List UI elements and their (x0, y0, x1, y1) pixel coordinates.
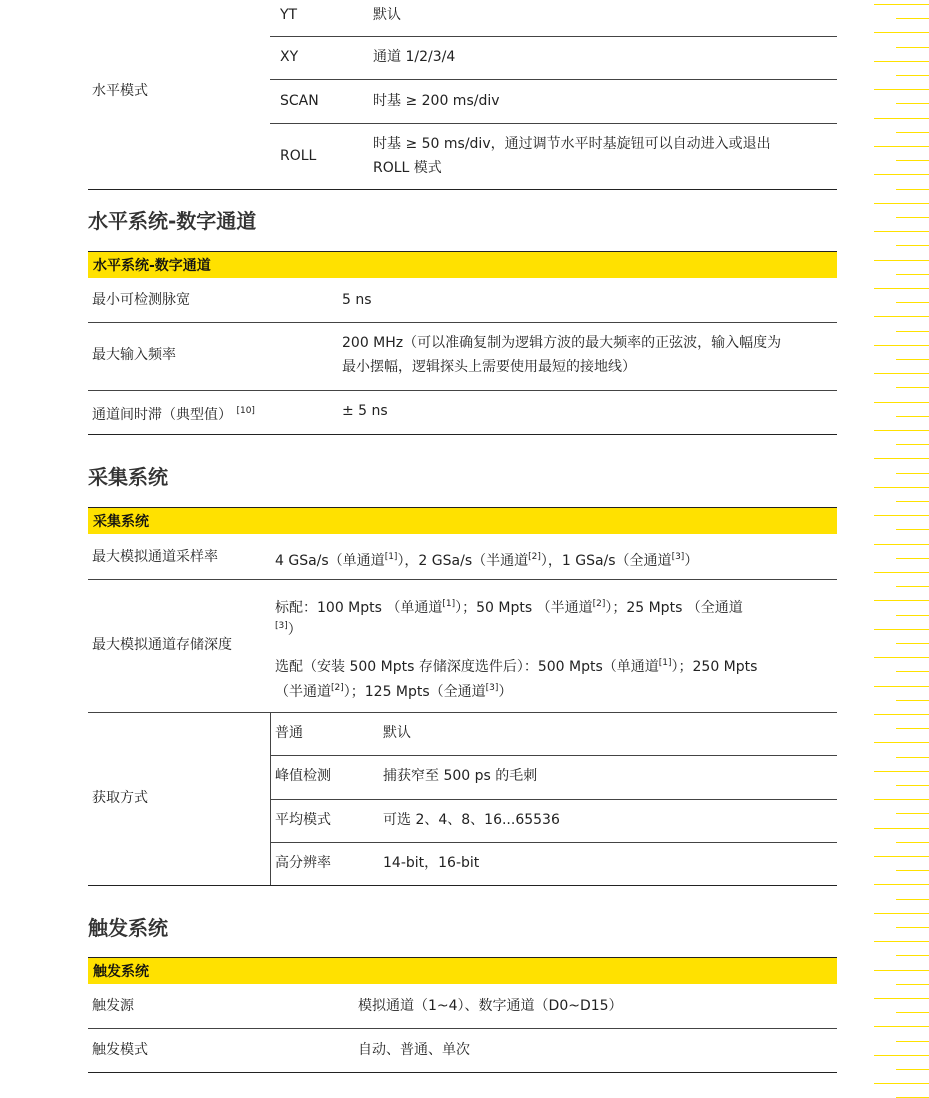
ruler-tick (874, 828, 929, 829)
table-bottom-rule (88, 885, 837, 886)
ruler-tick (874, 231, 929, 232)
ruler-tick (874, 572, 929, 573)
ruler-tick (896, 160, 929, 161)
mode-xy-desc: 通道 1/2/3/4 (373, 49, 456, 65)
mode-roll: ROLL (280, 148, 317, 164)
acq-mode-average: 平均模式 (275, 812, 331, 828)
divider (270, 123, 837, 124)
ruler-tick (896, 785, 929, 786)
memory-std-text: ）；25 Mpts （全通道 (605, 600, 743, 616)
memory-opt-text: ）；250 Mpts (671, 659, 758, 675)
sample-rate-text: ） (684, 553, 699, 569)
ruler-tick (874, 1055, 929, 1056)
max-input-freq-value-line2: 最小摆幅，逻辑探头上需要使用最短的接地线） (342, 359, 636, 375)
ruler-tick (874, 373, 929, 374)
mode-yt-desc: 默认 (373, 7, 401, 23)
ruler-tick (874, 544, 929, 545)
ruler-tick (874, 714, 929, 715)
ruler-tick (874, 884, 929, 885)
trigger-source-value: 模拟通道（1~4）、数字通道（D0~D15） (358, 998, 623, 1014)
section-heading-digital: 水平系统-数字通道 (88, 209, 257, 233)
ruler-tick (896, 302, 929, 303)
table-bottom-rule (88, 434, 837, 435)
footnote-ref: [3] (275, 621, 288, 631)
footnote-ref: [2] (592, 599, 606, 609)
ruler-tick (896, 132, 929, 133)
footnote-ref: [3] (671, 552, 685, 562)
footnote-ref: [1] (442, 599, 456, 609)
ruler-tick (874, 657, 929, 658)
ruler-tick (874, 771, 929, 772)
ruler-tick (896, 813, 929, 814)
ruler-tick (896, 331, 929, 332)
sample-rate-text: 4 GSa/s（单通道 (275, 553, 385, 569)
footnote-ref: [2] (528, 552, 541, 562)
ruler-tick (896, 955, 929, 956)
max-input-freq-value-line1: 200 MHz（可以准确复制为逻辑方波的最大频率的正弦波，输入幅度为 (342, 335, 782, 351)
mode-xy: XY (280, 49, 299, 65)
memory-opt-text: ）；125 Mpts（全通道 (343, 684, 486, 700)
ruler-tick (896, 728, 929, 729)
sample-rate-label: 最大模拟通道采样率 (92, 549, 218, 565)
acq-mode-normal-desc: 默认 (383, 725, 411, 741)
ruler-tick (874, 487, 929, 488)
divider (270, 79, 837, 80)
ruler-tick (896, 757, 929, 758)
ruler-tick (896, 47, 929, 48)
ruler-tick (896, 586, 929, 587)
ruler-tick (896, 643, 929, 644)
footnote-ref: [1] (658, 658, 672, 668)
ruler-tick (874, 686, 929, 687)
table-header-label: 水平系统-数字通道 (93, 258, 211, 274)
ruler-tick (874, 203, 929, 204)
ruler-tick (874, 316, 929, 317)
divider (88, 579, 837, 580)
ruler-tick (874, 458, 929, 459)
ruler-tick (896, 359, 929, 360)
mode-roll-desc-line2: ROLL 模式 (373, 160, 442, 176)
memory-std-text: 标配：100 Mpts （单通道 (275, 600, 443, 616)
mode-scan: SCAN (280, 93, 319, 109)
table-header-bar-trigger (88, 957, 837, 984)
table-bottom-rule (88, 1072, 837, 1073)
ruler-tick (874, 118, 929, 119)
memory-opt-text: 选配（安装 500 Mpts 存储深度选件后）：500 Mpts（单通道 (275, 659, 659, 675)
ruler-tick (896, 529, 929, 530)
acq-mode-label: 获取方式 (92, 790, 148, 806)
mode-yt: YT (280, 7, 298, 23)
ruler-tick (874, 1083, 929, 1084)
ruler-tick (896, 1069, 929, 1070)
memory-std-text: ）；50 Mpts （半通道 (455, 600, 593, 616)
decorative-ruler (870, 0, 929, 1093)
memory-opt-line1 (275, 651, 757, 679)
mode-scan-desc: 时基 ≥ 200 ms/div (373, 93, 500, 109)
ruler-tick (874, 799, 929, 800)
table-header-bar-acquisition (88, 507, 837, 534)
acq-mode-peak-desc: 捕获窄至 500 ps 的毛刺 (383, 768, 538, 784)
ruler-tick (896, 615, 929, 616)
ruler-tick (874, 515, 929, 516)
ruler-tick (874, 32, 929, 33)
ruler-tick (896, 189, 929, 190)
ruler-tick (896, 18, 929, 19)
max-input-freq-label: 最大输入频率 (92, 347, 176, 363)
acq-mode-hires-desc: 14-bit，16-bit (383, 855, 480, 871)
memory-depth-label: 最大模拟通道存储深度 (92, 637, 232, 653)
divider (88, 322, 837, 323)
divider (270, 842, 837, 843)
memory-std-text: ） (287, 622, 302, 638)
divider (270, 36, 837, 37)
ruler-tick (874, 856, 929, 857)
horizontal-mode-label: 水平模式 (92, 83, 148, 99)
section-heading-acquisition: 采集系统 (88, 465, 168, 489)
sample-rate-value (275, 545, 698, 573)
ruler-tick (874, 288, 929, 289)
table-header-label: 采集系统 (93, 514, 149, 530)
ruler-tick (874, 345, 929, 346)
ruler-tick (896, 899, 929, 900)
ruler-tick (896, 75, 929, 76)
ruler-tick (874, 913, 929, 914)
table-header-bar-digital (88, 251, 837, 278)
ruler-tick (874, 174, 929, 175)
memory-opt-text: （半通道 (275, 684, 331, 700)
ruler-tick (896, 501, 929, 502)
ruler-tick (896, 984, 929, 985)
table-header-label: 触发系统 (93, 964, 149, 980)
ruler-tick (874, 1026, 929, 1027)
divider (270, 755, 837, 756)
ruler-tick (874, 600, 929, 601)
ruler-tick (874, 629, 929, 630)
channel-skew-text: 通道间时滞（典型值） (92, 407, 232, 423)
ruler-tick (874, 4, 929, 5)
ruler-tick (896, 671, 929, 672)
memory-std-line1 (275, 592, 743, 620)
section-heading-trigger: 触发系统 (88, 916, 168, 940)
footnote-ref: [2] (331, 683, 344, 693)
ruler-tick (896, 927, 929, 928)
ruler-tick (874, 89, 929, 90)
acq-mode-peak: 峰值检测 (275, 768, 331, 784)
ruler-tick (896, 444, 929, 445)
min-pulse-value: 5 ns (342, 292, 372, 308)
ruler-tick (874, 260, 929, 261)
ruler-tick (874, 742, 929, 743)
acq-mode-hires: 高分辨率 (275, 855, 331, 871)
trigger-mode-label: 触发模式 (92, 1042, 148, 1058)
memory-opt-line2 (275, 676, 512, 704)
trigger-source-label: 触发源 (92, 998, 134, 1014)
sample-rate-text: ），1 GSa/s（全通道 (540, 553, 672, 569)
divider (88, 712, 837, 713)
ruler-tick (896, 842, 929, 843)
ruler-tick (896, 387, 929, 388)
acq-mode-normal: 普通 (275, 725, 303, 741)
trigger-mode-value: 自动、普通、单次 (358, 1042, 470, 1058)
memory-std-line2 (275, 614, 302, 642)
ruler-tick (896, 274, 929, 275)
table-bottom-rule (88, 189, 837, 190)
memory-opt-text: ） (498, 684, 513, 700)
ruler-tick (896, 700, 929, 701)
channel-skew-label (92, 399, 255, 427)
ruler-tick (896, 416, 929, 417)
ruler-tick (874, 61, 929, 62)
acq-mode-average-desc: 可选 2、4、8、16...65536 (383, 812, 560, 828)
footnote-ref: [1] (384, 552, 398, 562)
divider (88, 390, 837, 391)
ruler-tick (874, 430, 929, 431)
ruler-tick (896, 558, 929, 559)
sample-rate-text: ），2 GSa/s（半通道 (397, 553, 529, 569)
ruler-tick (896, 245, 929, 246)
ruler-tick (874, 970, 929, 971)
min-pulse-label: 最小可检测脉宽 (92, 292, 190, 308)
footnote-ref: [10] (236, 406, 255, 416)
footnote-ref: [3] (485, 683, 499, 693)
divider (88, 1028, 837, 1029)
divider (270, 799, 837, 800)
ruler-tick (874, 402, 929, 403)
ruler-tick (874, 998, 929, 999)
ruler-tick (896, 870, 929, 871)
ruler-tick (896, 103, 929, 104)
ruler-tick (896, 1012, 929, 1013)
ruler-tick (896, 473, 929, 474)
ruler-tick (874, 146, 929, 147)
ruler-tick (874, 941, 929, 942)
mode-roll-desc-line1: 时基 ≥ 50 ms/div，通过调节水平时基旋钮可以自动进入或退出 (373, 136, 771, 152)
channel-skew-value: ± 5 ns (342, 403, 388, 419)
ruler-tick (896, 1041, 929, 1042)
ruler-tick (896, 217, 929, 218)
